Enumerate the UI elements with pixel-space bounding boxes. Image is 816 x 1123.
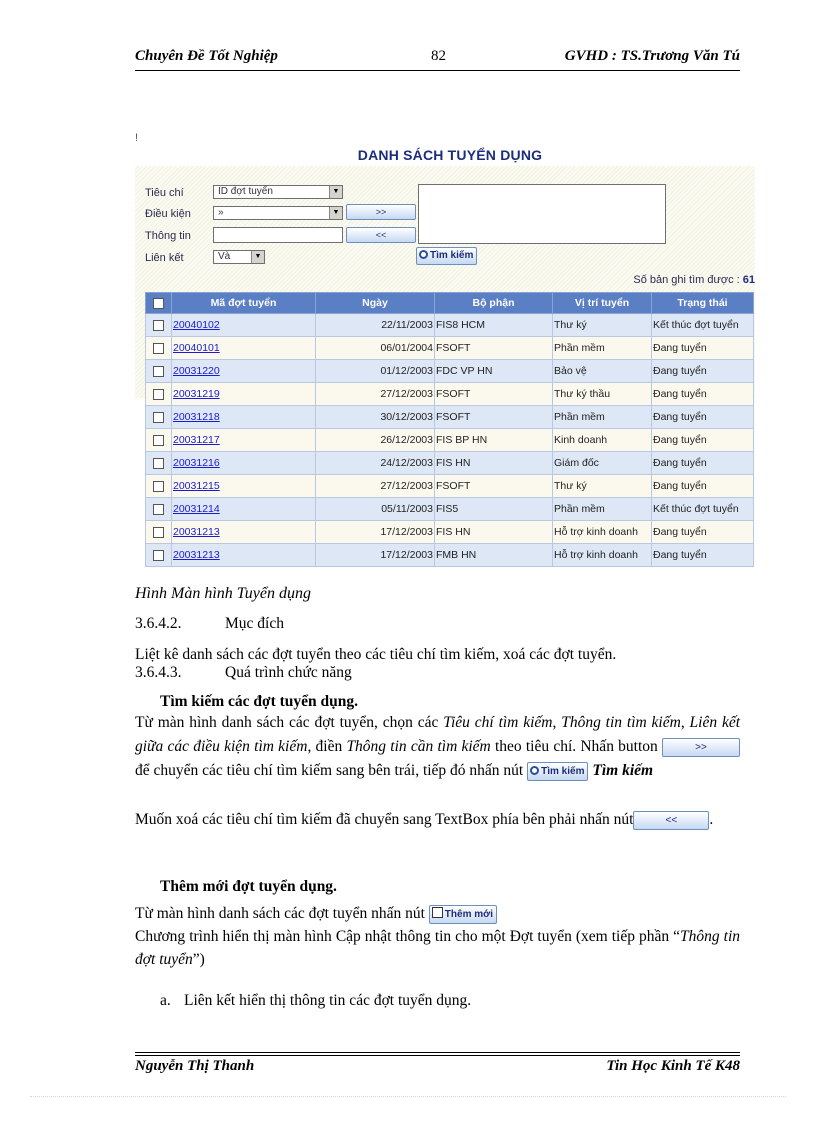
text: Thông tin tìm kiếm (561, 714, 681, 731)
row-checkbox[interactable] (146, 475, 172, 498)
row-checkbox[interactable] (146, 337, 172, 360)
condition-label: Điều kiện (145, 208, 191, 220)
row-checkbox-box[interactable] (153, 320, 164, 331)
cell-dept: FIS8 HCM (435, 314, 553, 337)
footer-course: Tin Học Kinh Tế K48 (606, 1058, 740, 1074)
row-checkbox-box[interactable] (153, 389, 164, 400)
link-label: Liên kết (145, 252, 184, 264)
cell-date: 17/12/2003 (316, 544, 435, 567)
criteria-select-value: ID đợt tuyển (218, 186, 273, 197)
text: , (680, 714, 690, 731)
row-checkbox-box[interactable] (153, 527, 164, 538)
table-row[interactable] (146, 429, 754, 452)
section-number: 3.6.4.2. (135, 615, 182, 632)
cell-status: Đang tuyển (652, 452, 754, 475)
page-edge (30, 1096, 786, 1097)
text: Chương trình hiển thị màn hình Cập nhật thông tin cho một Đợt tuyển (xem tiếp phần “ (135, 928, 680, 945)
search-button-label: Tìm kiếm (541, 765, 585, 777)
cell-id[interactable] (172, 498, 316, 521)
search-paragraph (135, 711, 740, 783)
page-header (135, 48, 740, 70)
recruitment-list-screen (135, 130, 755, 576)
cell-position: Bảo vệ (553, 360, 652, 383)
cell-dept: FSOFT (435, 337, 553, 360)
recruitment-id-link[interactable]: 20031215 (173, 480, 220, 492)
record-count-label: Số bản ghi tìm được : (633, 274, 740, 286)
text: , điền (307, 738, 347, 755)
add-new-button-label: Thêm mới (444, 908, 494, 920)
row-checkbox[interactable] (146, 498, 172, 521)
table-header-row (146, 293, 754, 314)
row-checkbox[interactable] (146, 544, 172, 567)
row-checkbox[interactable] (146, 452, 172, 475)
text: Muốn xoá các tiêu chí tìm kiếm đã chuyển sang TextBox phía bên phải nhấn nút (135, 811, 634, 828)
row-checkbox-box[interactable] (153, 412, 164, 423)
text: Từ màn hình danh sách các đợt tuyển nhấn nút (135, 905, 429, 922)
row-checkbox[interactable] (146, 314, 172, 337)
cell-position: Hỗ trợ kinh doanh (553, 544, 652, 567)
cell-status: Đang tuyển (652, 429, 754, 452)
section-number: 3.6.4.3. (135, 664, 182, 681)
recruitment-id-link[interactable]: 20031220 (173, 365, 220, 377)
cell-status: Đang tuyển (652, 406, 754, 429)
cell-id[interactable] (172, 360, 316, 383)
cell-dept: FDC VP HN (435, 360, 553, 383)
cell-position: Phần mềm (553, 337, 652, 360)
link-select-value: Và (218, 251, 231, 262)
condition-select-value: » (218, 207, 224, 218)
program-paragraph (135, 925, 740, 971)
col-header-id[interactable]: Mã đợt tuyển (172, 293, 316, 314)
link-select[interactable] (213, 250, 265, 264)
row-checkbox-box[interactable] (153, 458, 164, 469)
recruitment-id-link[interactable]: 20040101 (173, 342, 220, 354)
screen-title: DANH SÁCH TUYỂN DỤNG (357, 147, 543, 163)
cell-id[interactable] (172, 429, 316, 452)
cell-dept: FIS HN (435, 452, 553, 475)
section-title: Quá trình chức năng (225, 664, 352, 681)
magnifier-icon (419, 250, 428, 259)
cell-status: Đang tuyển (652, 383, 754, 406)
row-checkbox[interactable] (146, 360, 172, 383)
cell-id[interactable] (172, 452, 316, 475)
section-heading-process (135, 661, 740, 684)
recruitment-id-link[interactable]: 20031213 (173, 526, 220, 538)
record-count (633, 274, 755, 286)
move-right-button[interactable]: >> (346, 204, 416, 220)
text: Liên kết giữa các điều kiện tìm kiếm (135, 714, 741, 755)
cell-id[interactable] (172, 544, 316, 567)
recruitment-id-link[interactable]: 20040102 (173, 319, 220, 331)
row-checkbox[interactable] (146, 429, 172, 452)
add-paragraph (135, 902, 740, 925)
recruitment-id-link[interactable]: 20031216 (173, 457, 220, 469)
text: Tìm kiếm (588, 762, 654, 779)
figure-caption: Hình Màn hình Tuyển dụng (135, 585, 311, 602)
col-header-dept[interactable]: Bộ phận (435, 293, 553, 314)
cell-status: Đang tuyển (652, 337, 754, 360)
cell-date: 17/12/2003 (316, 521, 435, 544)
criteria-textbox[interactable] (418, 184, 666, 244)
record-count-value: 61 (742, 274, 755, 286)
page-number: 82 (431, 48, 446, 64)
cell-id[interactable] (172, 406, 316, 429)
col-header-status[interactable]: Trạng thái (652, 293, 754, 314)
row-checkbox-box[interactable] (153, 366, 164, 377)
cell-status: Đang tuyển (652, 521, 754, 544)
cell-position: Phần mềm (553, 498, 652, 521)
cell-id[interactable] (172, 383, 316, 406)
row-checkbox-box[interactable] (153, 504, 164, 515)
table-row[interactable] (146, 337, 754, 360)
cell-position: Giám đốc (553, 452, 652, 475)
recruitment-id-link[interactable]: 20031214 (173, 503, 220, 515)
cell-dept: FIS HN (435, 521, 553, 544)
cell-status: Kết thúc đợt tuyển (652, 314, 754, 337)
text: . (709, 811, 714, 828)
list-item-text: Liên kết hiển thị thông tin các đợt tuyển dụng. (184, 992, 472, 1009)
header-rule (135, 70, 740, 71)
col-header-date[interactable]: Ngày (316, 293, 435, 314)
recruitment-table (145, 292, 754, 567)
header-advisor: GVHD : TS.Trương Văn Tú (564, 48, 740, 64)
row-checkbox-box[interactable] (153, 435, 164, 446)
cell-date: 30/12/2003 (316, 406, 435, 429)
select-all-checkbox[interactable] (146, 293, 172, 314)
cell-dept: FMB HN (435, 544, 553, 567)
cell-dept: FIS5 (435, 498, 553, 521)
cell-id[interactable] (172, 475, 316, 498)
section-heading-purpose (135, 612, 740, 635)
search-button-label: Tìm kiếm (430, 250, 474, 261)
cell-date: 27/12/2003 (316, 475, 435, 498)
table-row[interactable] (146, 314, 754, 337)
cell-dept: FSOFT (435, 475, 553, 498)
text: theo tiêu chí. Nhấn button (490, 738, 662, 755)
cell-id[interactable] (172, 521, 316, 544)
text: để chuyển các tiêu chí tìm kiếm sang bên trái, tiếp đó nhấn nút (135, 762, 528, 779)
cell-position: Thư ký thầu (553, 383, 652, 406)
cell-dept: FIS BP HN (435, 429, 553, 452)
remove-paragraph (135, 808, 740, 832)
cell-date: 05/11/2003 (316, 498, 435, 521)
table-row[interactable] (146, 383, 754, 406)
cell-position: Phần mềm (553, 406, 652, 429)
cell-position: Thư ký (553, 314, 652, 337)
criteria-label: Tiêu chí (145, 187, 184, 199)
recruitment-id-link[interactable]: 20031213 (173, 549, 220, 561)
cell-status: Đang tuyển (652, 544, 754, 567)
info-label: Thông tin (145, 230, 191, 242)
table-row[interactable] (146, 475, 754, 498)
screen-mark: ! (135, 132, 139, 144)
recruitment-id-link[interactable]: 20031217 (173, 434, 220, 446)
cell-date: 01/12/2003 (316, 360, 435, 383)
cell-status: Đang tuyển (652, 475, 754, 498)
table-row[interactable] (146, 498, 754, 521)
text: ”) (192, 951, 205, 968)
search-subheading: Tìm kiếm các đợt tuyển dụng. (160, 693, 359, 710)
cell-date: 27/12/2003 (316, 383, 435, 406)
table-row[interactable] (146, 521, 754, 544)
chevron-down-icon[interactable]: ▼ (329, 207, 342, 219)
text: Từ màn hình danh sách các đợt tuyển, chọn các (135, 714, 444, 731)
row-checkbox-box[interactable] (153, 481, 164, 492)
cell-id[interactable] (172, 337, 316, 360)
table-row[interactable] (146, 544, 754, 567)
add-new-button[interactable] (429, 905, 497, 924)
table-row[interactable] (146, 360, 754, 383)
cell-id[interactable] (172, 314, 316, 337)
purpose-paragraph: Liệt kê danh sách các đợt tuyển theo các tiêu chí tìm kiếm, xoá các đợt tuyển. (135, 646, 617, 663)
row-checkbox[interactable] (146, 521, 172, 544)
row-checkbox-box[interactable] (153, 343, 164, 354)
row-checkbox[interactable] (146, 406, 172, 429)
search-button[interactable] (416, 247, 477, 265)
cell-position: Hỗ trợ kinh doanh (553, 521, 652, 544)
section-title: Mục đích (225, 615, 284, 632)
col-header-position[interactable]: Vị trí tuyển (553, 293, 652, 314)
search-button-inline[interactable] (527, 762, 588, 781)
cell-status: Kết thúc đợt tuyển (652, 498, 754, 521)
footer-rule (135, 1052, 740, 1053)
footer-author: Nguyễn Thị Thanh (135, 1058, 255, 1074)
cell-date: 22/11/2003 (316, 314, 435, 337)
move-left-button-inline[interactable]: << (633, 811, 709, 830)
recruitment-id-link[interactable]: 20031219 (173, 388, 220, 400)
move-right-button-inline[interactable]: >> (662, 738, 740, 757)
header-title: Chuyên Đề Tốt Nghiệp (135, 48, 278, 64)
magnifier-icon (530, 766, 539, 775)
row-checkbox[interactable] (146, 383, 172, 406)
text: Thông tin đợt tuyển (135, 928, 740, 968)
chevron-down-icon[interactable]: ▼ (251, 251, 264, 263)
table-row[interactable] (146, 452, 754, 475)
chevron-down-icon[interactable]: ▼ (329, 186, 342, 198)
cell-date: 06/01/2004 (316, 337, 435, 360)
cell-dept: FSOFT (435, 383, 553, 406)
table-row[interactable] (146, 406, 754, 429)
criteria-select[interactable] (213, 185, 343, 199)
cell-position: Thư ký (553, 475, 652, 498)
cell-date: 26/12/2003 (316, 429, 435, 452)
condition-select[interactable] (213, 206, 343, 220)
info-input[interactable] (213, 227, 343, 243)
checkbox-icon (432, 907, 443, 918)
list-item-a (160, 989, 740, 1012)
cell-status: Đang tuyển (652, 360, 754, 383)
cell-dept: FSOFT (435, 406, 553, 429)
list-marker: a. (160, 992, 171, 1009)
text: Tiêu chí tìm kiếm (443, 714, 553, 731)
footer-rule (135, 1055, 740, 1056)
move-left-button[interactable]: << (346, 227, 416, 243)
add-subheading: Thêm mới đợt tuyển dụng. (160, 878, 337, 895)
cell-date: 24/12/2003 (316, 452, 435, 475)
recruitment-id-link[interactable]: 20031218 (173, 411, 220, 423)
row-checkbox-box[interactable] (153, 550, 164, 561)
text: , (552, 714, 562, 731)
text: Thông tin cần tìm kiếm (346, 738, 491, 755)
cell-position: Kinh doanh (553, 429, 652, 452)
